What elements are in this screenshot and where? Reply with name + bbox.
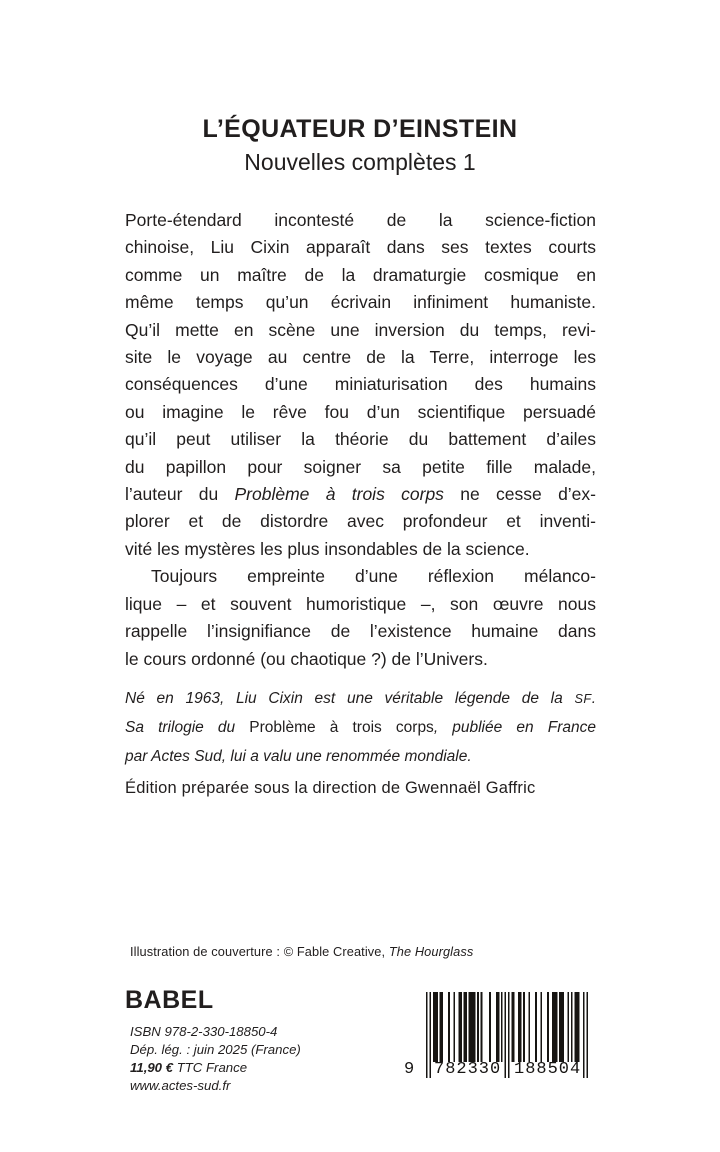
blurb-line: site le voyage au centre de la Terre, interroge les [125,347,596,368]
barcode [404,992,592,1092]
bio-line: Né en 1963, Liu Cixin est une véritable légende de la SF. [125,690,596,707]
page-title: L’ÉQUATEUR D’EINSTEIN [202,115,518,143]
blurb-line: rappelle l’insignifiance de l’existence humaine dans [125,621,596,642]
blurb [125,207,596,673]
blurb-line: le cours ordonné (ou chaotique ?) de l’Univers. [125,648,488,669]
blurb-line: l’auteur du Problème à trois corps ne cesse d’ex- [125,484,596,505]
edition-note: Édition préparée sous la direction de Gwennaël Gaffric [125,779,536,797]
imprint-logo: BABEL [125,986,214,1014]
author-bio [125,684,596,771]
cover-credit: Illustration de couverture : © Fable Creative, The Hourglass [130,944,474,959]
blurb-line: conséquences d’une miniaturisation des humains [125,374,596,395]
isbn-line: ISBN 978-2-330-18850-4 [130,1024,278,1039]
bio-line: par Actes Sud, lui a valu une renommée mondiale. [125,748,472,765]
barcode-right-group: 188504 [514,1060,582,1079]
blurb-line: même temps qu’un écrivain infiniment humaniste. [125,292,596,313]
blurb-line: ou imagine le rêve fou d’un scientifique persuadé [125,401,596,422]
barcode-lead-digit: 9 [404,1060,415,1079]
website-line: www.actes-sud.fr [130,1078,231,1093]
legal-deposit-line: Dép. lég. : juin 2025 (France) [130,1042,301,1057]
imprint-block [130,1023,301,1095]
blurb-line: chinoise, Liu Cixin apparaît dans ses textes courts [125,237,596,258]
blurb-line: lique – et souvent humoristique –, son œuvre nous [125,593,596,614]
blurb-line: du papillon pour soigner sa petite fille malade, [125,456,596,477]
blurb-line: vité les mystères les plus insondables de la science. [125,538,530,559]
barcode-left-group: 782330 [434,1060,502,1079]
blurb-line: plorer et de distordre avec profondeur et inventi- [125,511,596,532]
blurb-line: Qu’il mette en scène une inversion du temps, revi- [125,319,596,340]
page-subtitle: Nouvelles complètes 1 [244,149,476,175]
blurb-line: qu’il peut utiliser la théorie du battement d’ailes [125,429,596,450]
blurb-line: comme un maître de la dramaturgie cosmique en [125,264,596,285]
blurb-line: Porte-étendard incontesté de la science-fiction [125,210,596,230]
blurb-line: Toujours empreinte d’une réflexion mélanco- [151,566,596,587]
price-line: 11,90 € TTC France [130,1060,248,1075]
bio-line: Sa trilogie du Problème à trois corps, publiée en France [125,719,596,736]
